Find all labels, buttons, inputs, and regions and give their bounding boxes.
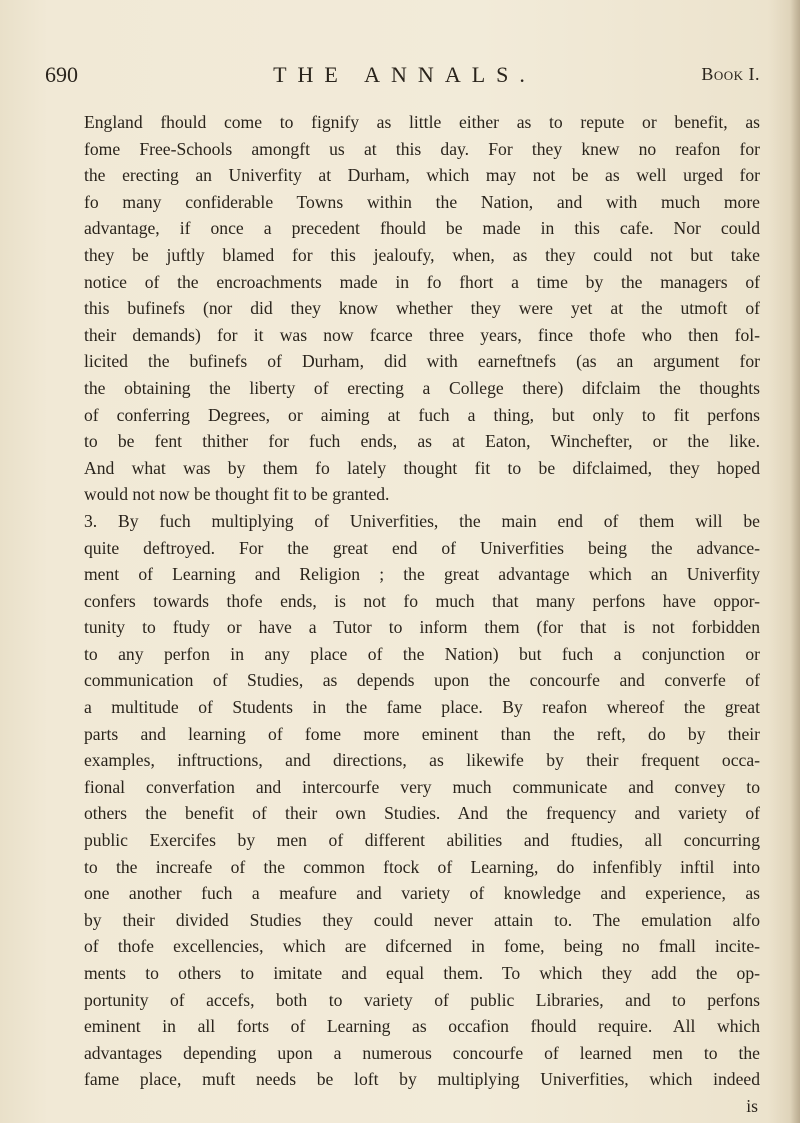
text-line: they be juftly blamed for this jealoufy, when, as they could not but take: [84, 244, 760, 265]
text-line: parts and learning of fome more eminent than the reft, do by their: [84, 723, 760, 744]
text-line: fame place, muft needs be loft by multiplying Univerfities, which indeed: [84, 1069, 760, 1090]
text-line: ment of Learning and Religion ; the great advantage which an Univerfity: [84, 564, 760, 585]
text-line: the erecting an Univerfity at Durham, which may not be as well urged for: [84, 165, 760, 186]
text-line: portunity of accefs, both to variety of public Libraries, and to perfons: [84, 989, 760, 1010]
text-line: to be fent thither for fuch ends, as at Eaton, Winchefter, or the like.: [84, 431, 760, 452]
text-line: confers towards thofe ends, is not fo much that many perfons have oppor-: [84, 590, 760, 611]
text-line: 3. By fuch multiplying of Univerfities, the main end of them will be: [84, 510, 760, 531]
text-line: quite deftroyed. For the great end of Univerfities being the advance-: [84, 537, 760, 558]
text-line: their demands) for it was now fcarce three years, fince thofe who then fol-: [84, 324, 760, 345]
text-line: one another fuch a meafure and variety of knowledge and experience, as: [84, 883, 760, 904]
page-number: 690: [45, 62, 78, 87]
text-line: licited the bufinefs of Durham, did with earneftnefs (as an argument for: [84, 351, 760, 372]
text-line: of thofe excellencies, which are difcerned in fome, being no fmall incite-: [84, 936, 760, 957]
text-line: to the increafe of the common ftock of Learning, do infenfibly inftil into: [84, 856, 760, 877]
running-title: THE ANNALS.: [273, 62, 536, 87]
text-line: public Exercifes by men of different abilities and ftudies, all concurring: [84, 830, 760, 851]
text-line: to any perfon in any place of the Nation) but fuch a conjunction or: [84, 643, 760, 664]
body-text: [84, 109, 760, 1093]
text-line: England fhould come to fignify as little either as to repute or benefit, as: [84, 112, 760, 132]
text-line: fional converfation and intercourfe very much communicate and convey to: [84, 776, 760, 797]
text-line: examples, inftructions, and directions, as likewife by their frequent occa-: [84, 750, 760, 771]
text-line: a multitude of Students in the fame place. By reafon whereof the great: [84, 697, 760, 718]
text-line: this bufinefs (nor did they know whether they were yet at the utmoft of: [84, 298, 760, 319]
text-line: eminent in all forts of Learning as occafion fhould require. All which: [84, 1016, 760, 1037]
text-line: others the benefit of their own Studies. And the frequency and variety of: [84, 803, 760, 824]
text-line: of conferring Degrees, or aiming at fuch a thing, but only to fit perfons: [84, 404, 760, 425]
text-line: advantage, if once a precedent fhould be made in this cafe. Nor could: [84, 218, 760, 239]
text-line: fome Free-Schools amongft us at this day. For they knew no reafon for: [84, 138, 760, 159]
catchword: is: [746, 1096, 758, 1116]
page-edge-shadow: [790, 0, 800, 1123]
text-line: communication of Studies, as depends upon the concourfe and converfe of: [84, 670, 760, 691]
text-line: notice of the encroachments made in fo fhort a time by the managers of: [84, 271, 760, 292]
text-line: by their divided Studies they could never attain to. The emulation alfo: [84, 909, 760, 930]
text-line: And what was by them fo lately thought fit to be difclaimed, they hoped: [84, 457, 760, 478]
running-header: [45, 62, 760, 94]
text-line: advantages depending upon a numerous concourfe of learned men to the: [84, 1042, 760, 1063]
book-label: Book I.: [701, 64, 760, 84]
text-line: tunity to ftudy or have a Tutor to inform them (for that is not forbidden: [84, 617, 760, 638]
text-line: would not now be thought fit to be granted.: [84, 484, 390, 505]
text-line: fo many confiderable Towns within the Nation, and with much more: [84, 191, 760, 212]
text-line: the obtaining the liberty of erecting a College there) difclaim the thoughts: [84, 377, 760, 398]
text-line: ments to others to imitate and equal them. To which they add the op-: [84, 963, 760, 983]
